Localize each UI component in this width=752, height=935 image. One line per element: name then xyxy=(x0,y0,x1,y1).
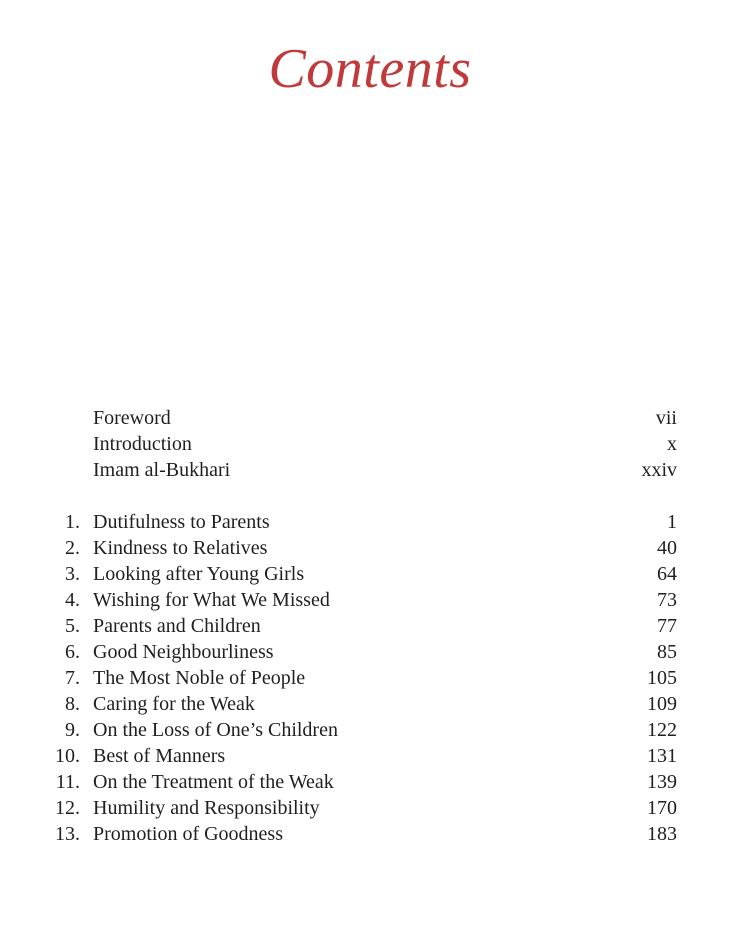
toc-entry-foreword[interactable] xyxy=(0,405,752,431)
toc-chapter-8[interactable] xyxy=(0,691,752,717)
chapter-title: On the Treatment of the Weak xyxy=(93,771,334,793)
toc-chapter-5[interactable] xyxy=(0,613,752,639)
chapter-number: 1. xyxy=(65,511,80,533)
chapter-number: 11. xyxy=(55,771,80,793)
page-title: Contents xyxy=(268,38,472,100)
chapter-title: Parents and Children xyxy=(93,615,261,637)
chapter-page: 109 xyxy=(647,693,677,715)
toc-chapter-11[interactable] xyxy=(0,769,752,795)
toc-entry-label: Imam al-Bukhari xyxy=(93,459,231,481)
toc-chapter-9[interactable] xyxy=(0,717,752,743)
toc-chapter-10[interactable] xyxy=(0,743,752,769)
chapter-page: 77 xyxy=(657,615,677,637)
chapter-number: 7. xyxy=(65,667,80,689)
chapter-number: 4. xyxy=(65,589,80,611)
chapter-number: 12. xyxy=(55,797,80,819)
chapter-number: 6. xyxy=(65,641,80,663)
chapter-page: 170 xyxy=(647,797,677,819)
toc-entry-label: Introduction xyxy=(93,433,192,455)
chapter-title: Looking after Young Girls xyxy=(93,563,305,585)
chapter-title: Promotion of Goodness xyxy=(93,823,283,845)
chapter-title: The Most Noble of People xyxy=(93,667,306,689)
toc-chapter-13[interactable] xyxy=(0,821,752,847)
toc-entry-label: Foreword xyxy=(93,407,171,429)
toc-chapter-4[interactable] xyxy=(0,587,752,613)
toc-entry-imam-al-bukhari[interactable] xyxy=(0,457,752,483)
chapter-page: 40 xyxy=(657,537,677,559)
toc-chapter-6[interactable] xyxy=(0,639,752,665)
chapter-number: 2. xyxy=(65,537,80,559)
chapter-page: 105 xyxy=(647,667,677,689)
toc-entry-page: xxiv xyxy=(641,459,677,481)
chapter-page: 64 xyxy=(657,563,677,585)
chapter-page: 1 xyxy=(667,511,677,533)
chapter-page: 183 xyxy=(647,823,677,845)
toc-chapter-12[interactable] xyxy=(0,795,752,821)
chapter-number: 8. xyxy=(65,693,80,715)
chapter-title: Dutifulness to Parents xyxy=(93,511,270,533)
toc-entry-page: vii xyxy=(655,407,677,429)
chapter-title: Humility and Responsibility xyxy=(93,797,320,819)
toc-chapter-1[interactable] xyxy=(0,509,752,535)
chapter-number: 9. xyxy=(65,719,80,741)
toc-chapter-3[interactable] xyxy=(0,561,752,587)
chapter-page: 131 xyxy=(647,745,677,767)
toc-entry-page: x xyxy=(667,433,677,455)
chapter-title: Kindness to Relatives xyxy=(93,537,268,559)
chapter-number: 3. xyxy=(65,563,80,585)
chapter-number: 13. xyxy=(55,823,80,845)
section-spacer xyxy=(0,483,752,509)
chapter-number: 5. xyxy=(65,615,80,637)
chapter-title: Good Neighbourliness xyxy=(93,641,274,663)
chapter-title: On the Loss of One’s Children xyxy=(93,719,338,741)
table-of-contents xyxy=(0,405,752,847)
toc-chapter-2[interactable] xyxy=(0,535,752,561)
chapter-title: Caring for the Weak xyxy=(93,693,255,715)
chapter-title: Wishing for What We Missed xyxy=(93,589,330,611)
toc-entry-introduction[interactable] xyxy=(0,431,752,457)
chapter-title: Best of Manners xyxy=(93,745,226,767)
chapter-number: 10. xyxy=(55,745,80,767)
chapter-page: 139 xyxy=(647,771,677,793)
toc-chapter-7[interactable] xyxy=(0,665,752,691)
chapter-page: 122 xyxy=(647,719,677,741)
chapter-page: 73 xyxy=(657,589,677,611)
chapter-page: 85 xyxy=(657,641,677,663)
